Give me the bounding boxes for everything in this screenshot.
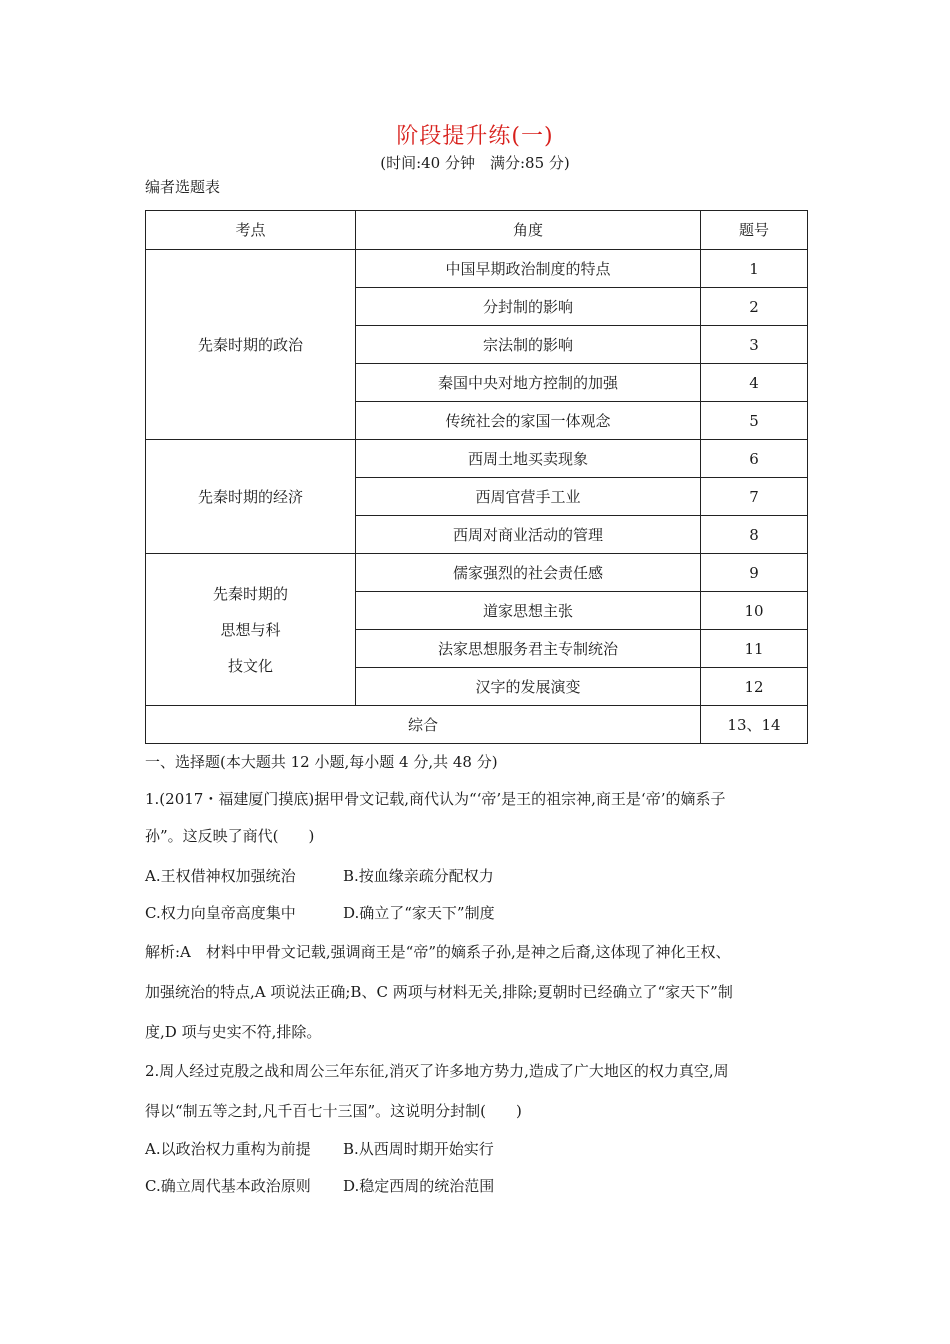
header-angle: 角度 [356,211,701,250]
number-cell: 4 [701,364,808,402]
number-cell: 10 [701,592,808,630]
angle-cell: 分封制的影响 [356,288,701,326]
topic-line: 先秦时期的 [212,584,288,603]
q2-stem-line2: 得以“制五等之封,凡千百七十三国”。这说明分封制( ) [145,1102,522,1120]
topic-table [145,210,808,744]
table-caption: 编者选题表 [145,178,221,196]
number-cell: 7 [701,478,808,516]
angle-cell: 传统社会的家国一体观念 [356,402,701,440]
topic-cell [146,554,356,706]
number-cell: 2 [701,288,808,326]
angle-cell: 西周对商业活动的管理 [356,516,701,554]
q1-option-d: D.确立了“家天下”制度 [343,904,495,922]
number-cell: 11 [701,630,808,668]
header-number: 题号 [701,211,808,250]
number-cell: 5 [701,402,808,440]
q2-option-a: A.以政治权力重构为前提 [145,1140,311,1158]
q2-option-b: B.从西周时期开始实行 [343,1140,494,1158]
table-row [146,250,808,288]
time-score-info: (时间:40 分钟 满分:85 分) [380,154,570,172]
q2-stem-line1: 2.周人经过克殷之战和周公三年东征,消灭了许多地方势力,造成了广大地区的权力真空,周 [145,1062,729,1080]
q1-analysis-line2: 加强统治的特点,A 项说法正确;B、C 两项与材料无关,排除;夏朝时已经确立了“家天下”制 [145,983,733,1001]
table-row [146,554,808,592]
q1-option-b: B.按血缘亲疏分配权力 [343,867,494,885]
table-row [146,440,808,478]
number-cell: 1 [701,250,808,288]
angle-cell: 西周官营手工业 [356,478,701,516]
topic-line: 思想与科 [220,620,281,639]
summary-number: 13、14 [701,706,808,744]
summary-row [146,706,808,744]
angle-cell: 宗法制的影响 [356,326,701,364]
number-cell: 3 [701,326,808,364]
angle-cell: 中国早期政治制度的特点 [356,250,701,288]
q2-option-c: C.确立周代基本政治原则 [145,1177,311,1195]
topic-cell: 先秦时期的经济 [146,440,356,554]
q1-analysis-line1: 解析:A 材料中甲骨文记载,强调商王是“帝”的嫡系子孙,是神之后裔,这体现了神化王权、 [145,943,731,961]
topic-line: 技文化 [227,656,273,675]
number-cell: 12 [701,668,808,706]
angle-cell: 西周土地买卖现象 [356,440,701,478]
angle-cell: 法家思想服务君主专制统治 [356,630,701,668]
number-cell: 8 [701,516,808,554]
table-header-row [146,211,808,250]
angle-cell: 儒家强烈的社会责任感 [356,554,701,592]
page-title: 阶段提升练(一) [396,124,554,149]
header-topic: 考点 [146,211,356,250]
number-cell: 9 [701,554,808,592]
summary-label: 综合 [146,706,701,744]
q2-option-d: D.稳定西周的统治范围 [343,1177,495,1195]
number-cell: 6 [701,440,808,478]
angle-cell: 道家思想主张 [356,592,701,630]
angle-cell: 秦国中央对地方控制的加强 [356,364,701,402]
q1-stem-line1: 1.(2017・福建厦门摸底)据甲骨文记载,商代认为“‘帝’是王的祖宗神,商王是‘帝’的嫡系子 [145,790,726,808]
q1-analysis-line3: 度,D 项与史实不符,排除。 [145,1023,322,1041]
q1-option-a: A.王权借神权加强统治 [145,867,296,885]
section-heading: 一、选择题(本大题共 12 小题,每小题 4 分,共 48 分) [145,753,498,771]
angle-cell: 汉字的发展演变 [356,668,701,706]
q1-option-c: C.权力向皇帝高度集中 [145,904,296,922]
topic-cell: 先秦时期的政治 [146,250,356,440]
q1-stem-line2: 孙”。这反映了商代( ) [145,827,315,845]
